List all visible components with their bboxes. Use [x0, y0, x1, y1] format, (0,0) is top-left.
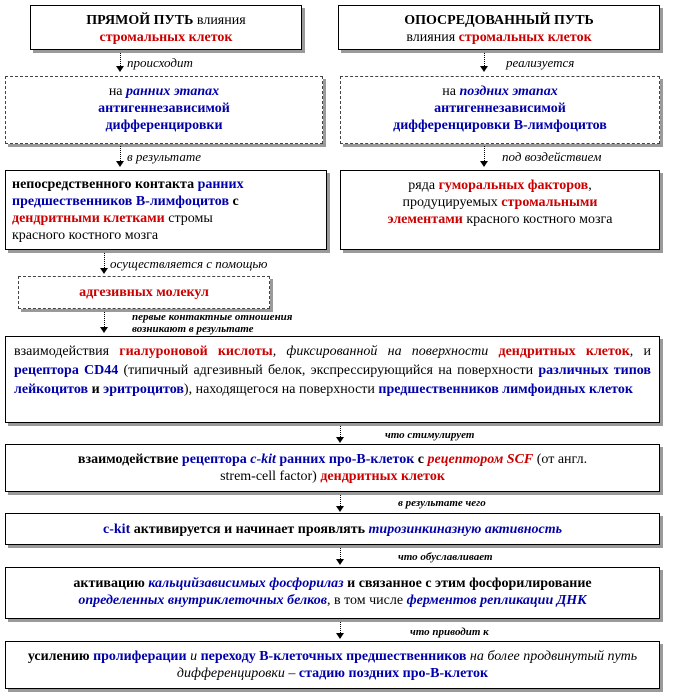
- connector-arrow: [480, 66, 488, 72]
- connector-arrow: [480, 161, 488, 167]
- label-proiskhodit: происходит: [127, 55, 193, 70]
- direct-contact-box: непосредственного контакта ранних предшественников В-лимфоцитов с дендритными клетками стромы красного костного мозга: [5, 170, 327, 250]
- label-voznikayut: возникают в результате: [132, 323, 254, 335]
- connector-arrow: [100, 327, 108, 333]
- connector-arrow: [116, 161, 124, 167]
- label-pod-vozdeystviem: под воздействием: [502, 149, 602, 164]
- connector-arrow: [100, 268, 108, 274]
- label-chto-stimuliruet: что стимулирует: [385, 429, 475, 441]
- stromal-cells-text: стромальных клеток: [99, 30, 233, 45]
- early-stages-box: на ранних этапах антигеннезависимой дифференцировки: [5, 76, 323, 144]
- label-v-rezultate: в результате: [127, 149, 202, 164]
- indirect-path-title: ОПОСРЕДОВАННЫЙ ПУТЬ: [404, 13, 594, 28]
- connector-arrow: [336, 559, 344, 565]
- label-chto-obuslavlivaet: что обуславливает: [398, 551, 493, 563]
- direct-path-title: ПРЯМОЙ ПУТЬ: [86, 13, 194, 28]
- proliferation-box: усилению пролиферации и переходу В-клеточных предшественников на более продвинутый путь дифференцировки – стадию поздних про-В-клеток: [5, 641, 660, 689]
- indirect-path-box: ОПОСРЕДОВАННЫЙ ПУТЬ влияния стромальных клеток: [338, 5, 660, 50]
- adhesion-molecules-box: адгезивных молекул: [18, 276, 270, 309]
- late-stages-box: на поздних этапах антигеннезависимой дифференцировки В-лимфоцитов: [340, 76, 660, 144]
- direct-path-box: ПРЯМОЙ ПУТЬ влияния стромальных клеток: [30, 5, 302, 50]
- ckit-scf-interaction-box: взаимодействие рецептора c-kit ранних про-В-клеток с рецептором SCF (от англ. strem-cell factor) дендритных клеток: [5, 444, 660, 492]
- label-pervye-kontaktnye: первые контактные отношения: [132, 311, 293, 323]
- connector-arrow: [116, 66, 124, 72]
- tyrosine-kinase-box: c-kit активируется и начинает проявлять тирозинкиназную активность: [5, 513, 660, 545]
- label-realizuetsya: реализуется: [506, 55, 575, 70]
- label-chto-privodit-k: что приводит к: [410, 626, 489, 638]
- humoral-factors-box: ряда гуморальных факторов, продуцируемых стромальными элементами красного костного мозга: [340, 170, 660, 250]
- phosphorylase-box: активацию кальцийзависимых фосфорилаз и связанное с этим фосфорилирование определенных внутриклеточных белков, в том числе ферментов репликации ДНК: [5, 567, 660, 619]
- connector-arrow: [336, 437, 344, 443]
- connector-arrow: [336, 506, 344, 512]
- label-v-rezultate-chego: в результате чего: [398, 497, 486, 509]
- connector-arrow: [336, 633, 344, 639]
- hyaluronic-interaction-box: взаимодействия гиалуроновой кислоты, фиксированной на поверхности дендритных клеток, и рецептора CD44 (типичный адгезивный белок, экспрессирующийся на поверхности различных типов лейкоцитов и эритроцитов), находящегося на поверхности предшественников лимфоидных клеток: [5, 336, 660, 423]
- label-s-pomoshchyu: осуществляется с помощью: [110, 256, 268, 271]
